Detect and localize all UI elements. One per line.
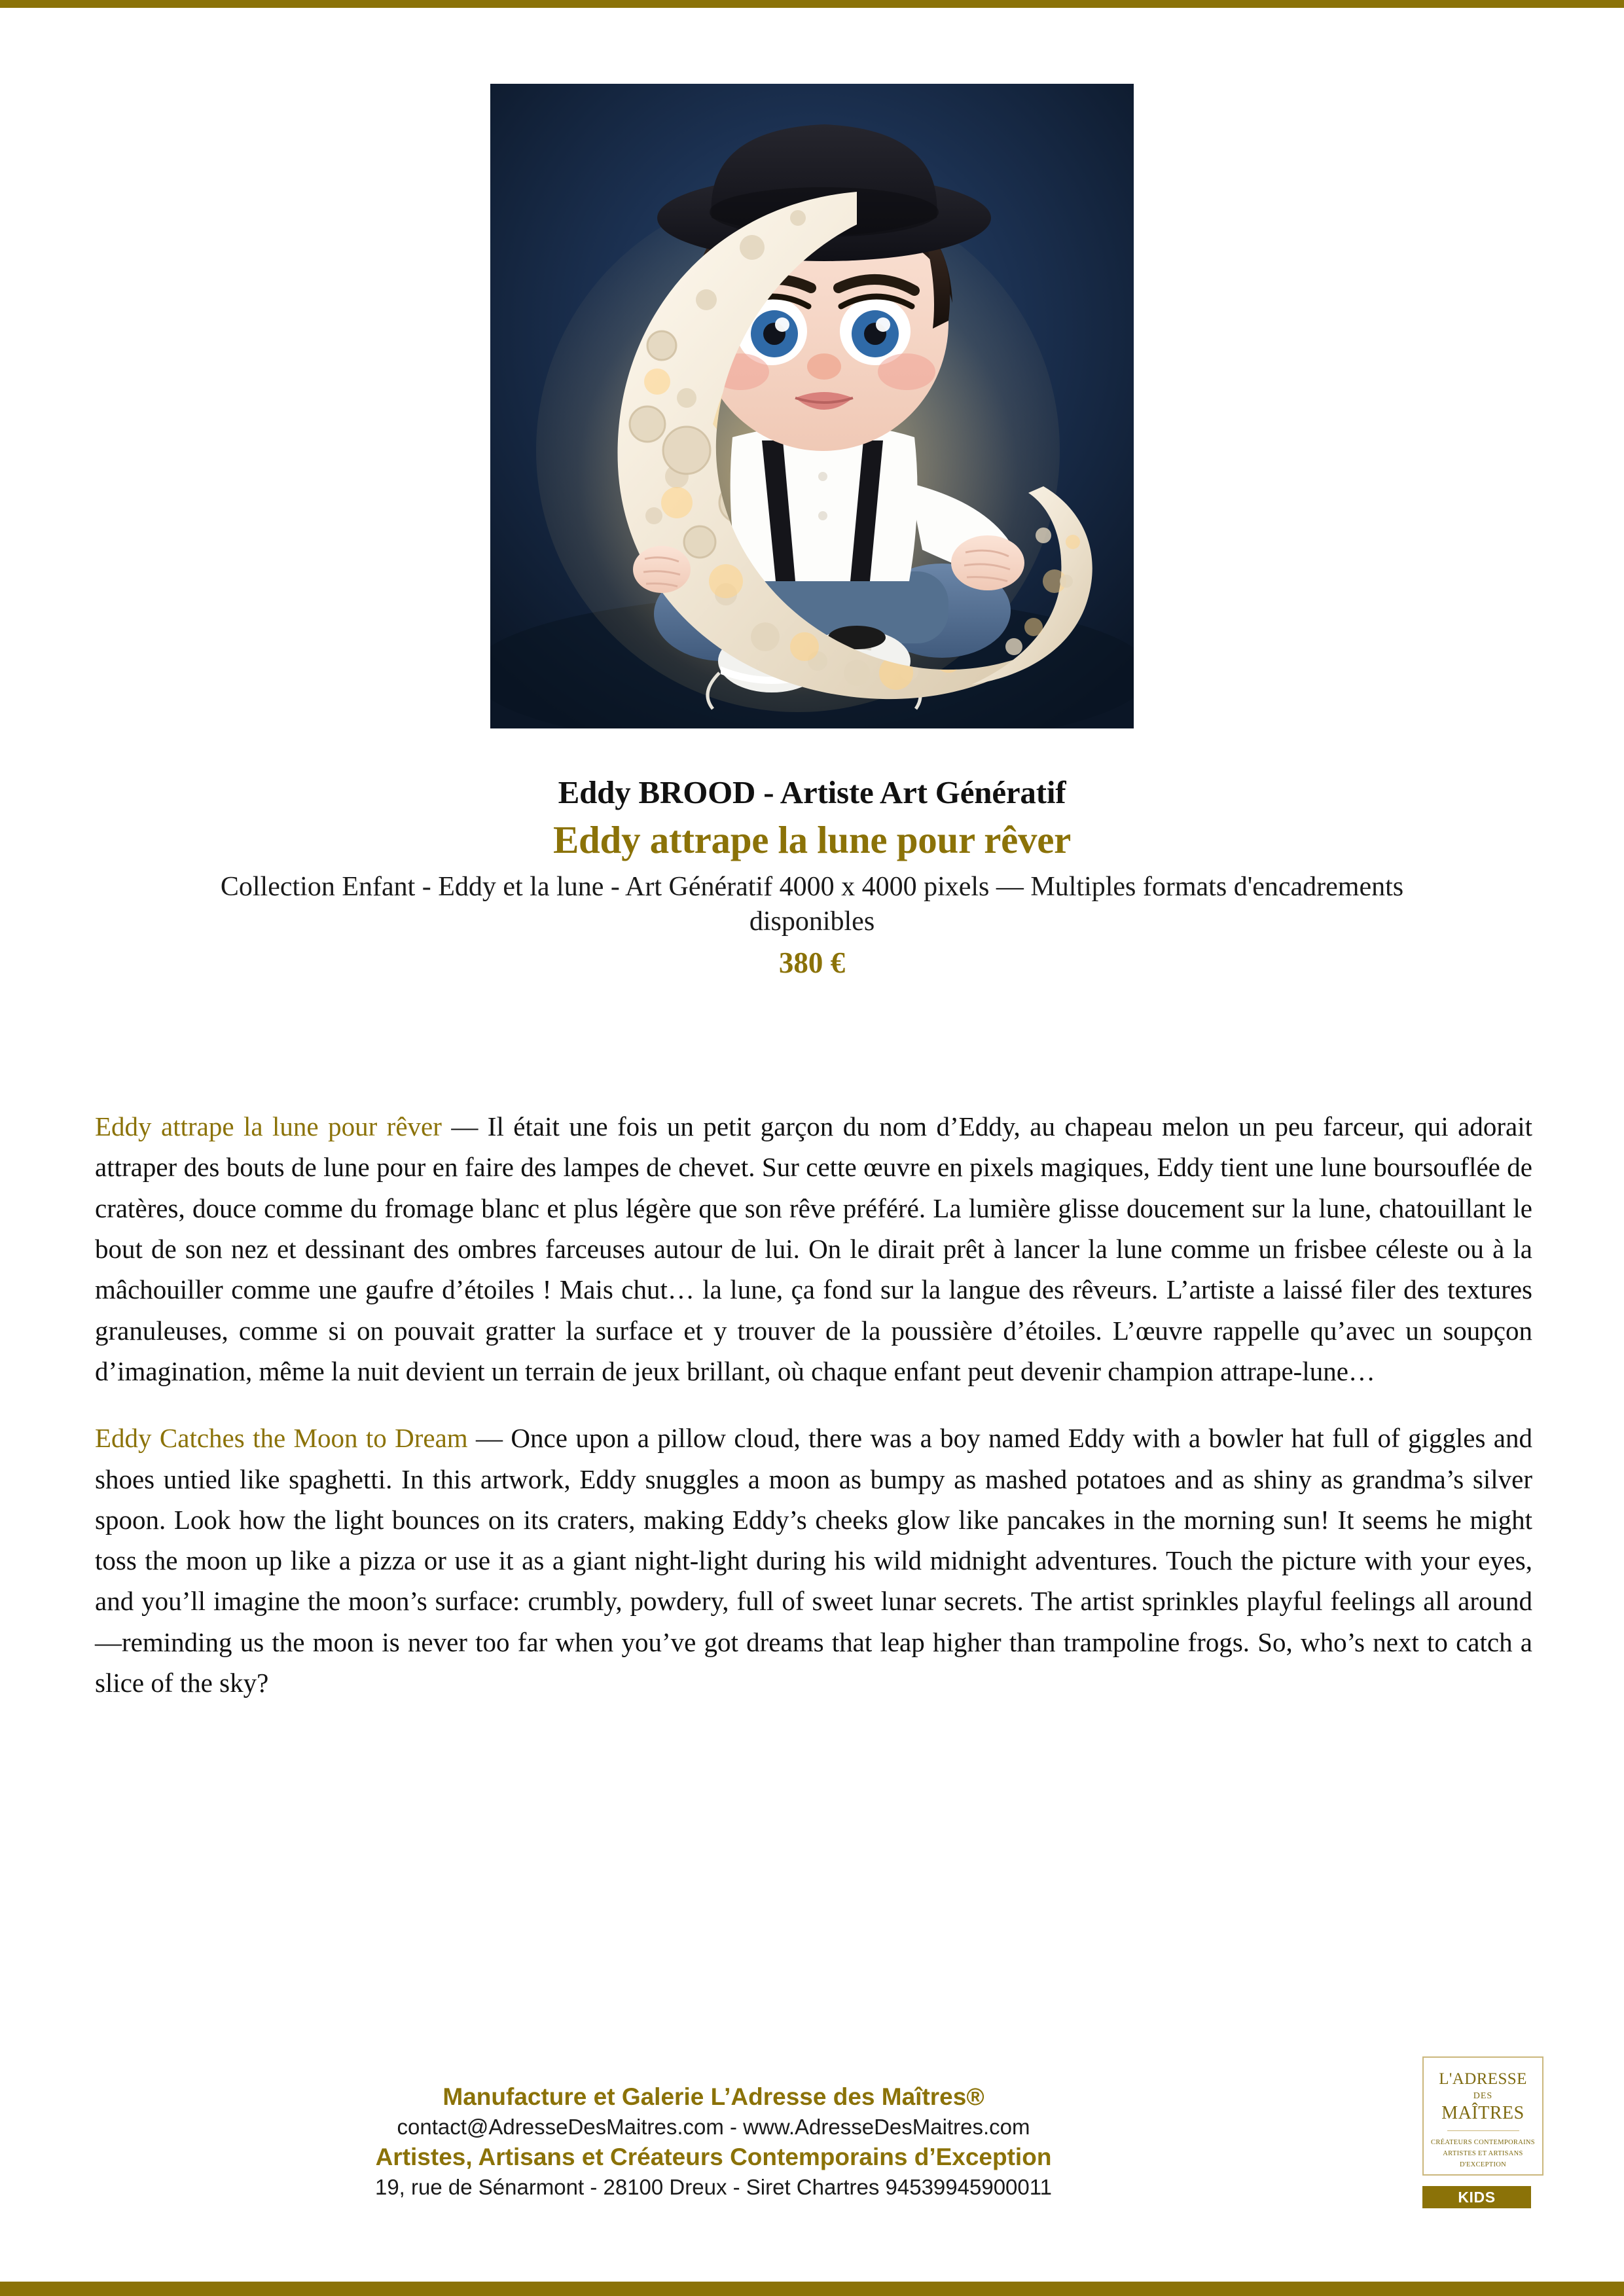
logo-line-maitres: MAÎTRES xyxy=(1441,2102,1525,2123)
price-label: 380 € xyxy=(778,946,846,979)
page-top-rule xyxy=(0,0,1624,8)
page-title: Eddy attrape la lune pour rêver xyxy=(552,817,1071,861)
paragraph-en xyxy=(95,1418,1532,1703)
brand-logo xyxy=(1422,2056,1543,2176)
paragraph-en-text: — Once upon a pillow cloud, there was a boy named Eddy with a bowler hat full of giggles and shoes untied like spaghetti. In this artwork, Eddy snuggles a moon as bumpy as mashed potatoes and as shiny as grandma’s silver spoon. Look how the light bounces on its craters, making Eddy’s cheeks glow like pancakes in the morning sun! It seems he might toss the moon up like a pizza or use it as a giant night-light during his wild midnight adventures. Touch the picture with your eyes, and you’ll imagine the moon’s surface: crumbly, powdery, full of sweet lunar secrets. The artist sprinkles playful feelings all around—reminding us the moon is never too far when you’ve got dreams that leap higher than trampoline frogs. So, who’s next to catch a slice of the sky? xyxy=(95,1423,1532,1698)
paragraph-fr xyxy=(95,1106,1532,1391)
footer-text-block xyxy=(0,2081,1427,2201)
logo-line-des: DES xyxy=(1473,2091,1493,2101)
paragraph-en-lead: Eddy Catches the Moon to Dream xyxy=(95,1423,468,1454)
page-footer xyxy=(0,2081,1624,2251)
footer-tagline: Artistes, Artisans et Créateurs Contemporains d’Exception xyxy=(375,2143,1052,2170)
paragraph-fr-text: — Il était une fois un petit garçon du nom d’Eddy, au chapeau melon un peu farceur, qui adorait attraper des bouts de lune pour en faire des lampes de chevet. Sur cette œuvre en pixels magiques, Eddy tient une lune boursouflée de cratères, douce comme du fromage blanc et plus légère que son rêve préféré. La lumière glisse doucement sur la lune, chatouillant le bout de son nez et dessinant des ombres farceuses autour de lui. On le dirait prêt à lancer la lune comme un frisbee céleste ou à la mâchouiller comme une gaufre d’étoiles ! Mais chut… la lune, ça fond sur la langue des rêveurs. L’artiste a laissé filer des textures granuleuses, comme si on pouvait gratter la surface et y trouver de la poussière d’étoiles. L’œuvre rappelle qu’avec un soupçon d’imagination, même la nuit devient un terrain de jeux brillant, où chaque enfant peut devenir champion attrape-lune… xyxy=(95,1111,1532,1386)
paragraph-fr-lead: Eddy attrape la lune pour rêver xyxy=(95,1111,442,1141)
logo-sub-line-3: D'EXCEPTION xyxy=(1459,2161,1507,2169)
logo-line-adresse: L'ADRESSE xyxy=(1439,2070,1527,2088)
footer-address: 19, rue de Sénarmont - 28100 Dreux - Siret Chartres 94539945900011 xyxy=(374,2174,1053,2199)
footer-contact[interactable]: contact@AdresseDesMaitres.com - www.AdresseDesMaitres.com xyxy=(397,2115,1030,2140)
description-section xyxy=(95,1106,1532,1703)
work-subtitle: Collection Enfant - Eddy et la lune - Art Génératif 4000 x 4000 pixels — Multiples formats d'encadrements disponibles xyxy=(220,871,1404,937)
kids-badge: KIDS xyxy=(1422,2186,1531,2208)
footer-company: Manufacture et Galerie L’Adresse des Maîtres® xyxy=(442,2083,984,2110)
logo-divider xyxy=(1447,2130,1519,2131)
page-bottom-rule xyxy=(0,2282,1624,2296)
artwork-illustration xyxy=(490,84,1134,728)
title-block xyxy=(124,776,1500,980)
logo-sub-line-2: ARTISTES ET ARTISANS xyxy=(1443,2150,1523,2158)
artist-line: Eddy BROOD - Artiste Art Génératif xyxy=(558,774,1066,810)
brand-logo-area xyxy=(1422,2056,1543,2208)
logo-sub-line-1: CRÉATEURS CONTEMPORAINS xyxy=(1431,2138,1535,2146)
artwork-image xyxy=(490,84,1134,728)
